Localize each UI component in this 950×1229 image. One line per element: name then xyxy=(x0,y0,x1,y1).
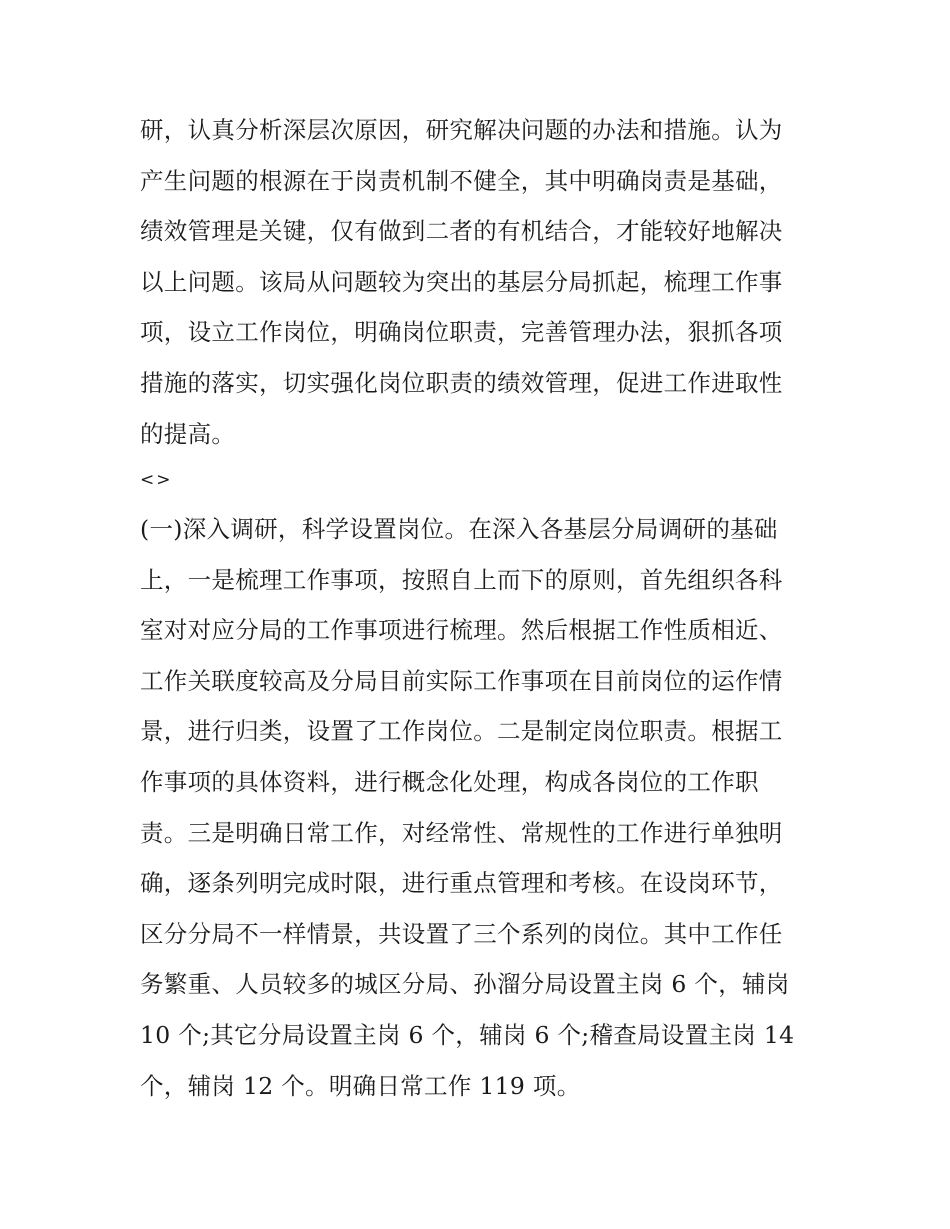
paragraph-line: 景，进行归类，设置了工作岗位。二是制定岗位职责。根据工 xyxy=(140,717,783,746)
paragraph-line: 室对对应分局的工作事项进行梳理。然后根据工作性质相近、 xyxy=(140,616,783,645)
paragraph-line: 的提高。 xyxy=(140,419,236,448)
paragraph-line: 项，设立工作岗位，明确岗位职责，完善管理办法，狠抓各项 xyxy=(140,318,783,347)
paragraph-line: 产生问题的根源在于岗责机制不健全，其中明确岗责是基础， xyxy=(140,166,783,195)
paragraph-1 xyxy=(140,105,820,459)
paragraph-line: 区分分局不一样情景，共设置了三个系列的岗位。其中工作任 xyxy=(140,919,783,948)
paragraph-line: 工作关联度较高及分局目前实际工作事项在目前岗位的运作情 xyxy=(140,666,783,695)
paragraph-line: 作事项的具体资料，进行概念化处理，构成各岗位的工作职 xyxy=(140,767,759,796)
paragraph-line: 措施的落实，切实强化岗位职责的绩效管理，促进工作进取性 xyxy=(140,368,783,397)
paragraph-line: 研，认真分析深层次原因，研究解决问题的办法和措施。认为 xyxy=(140,116,783,144)
paragraph-line: 绩效管理是关键，仅有做到二者的有机结合，才能较好地解决 xyxy=(140,217,783,246)
paragraph-line: 确，逐条列明完成时限，进行重点管理和考核。在设岗环节， xyxy=(140,869,783,898)
paragraph-line: 10 个;其它分局设置主岗 6 个，辅岗 6 个;稽查局设置主岗 14 xyxy=(140,1020,795,1049)
paragraph-line: 个，辅岗 12 个。明确日常工作 119 项。 xyxy=(140,1071,581,1100)
paragraph-line: 上，一是梳理工作事项，按照自上而下的原则，首先组织各科 xyxy=(140,565,783,594)
paragraph-line: 以上问题。该局从问题较为突出的基层分局抓起，梳理工作事 xyxy=(140,267,783,296)
paragraph-line: (一)深入调研，科学设置岗位。在深入各基层分局调研的基础 xyxy=(140,515,778,543)
paragraph-2 xyxy=(140,504,820,1111)
paragraph-line: 责。三是明确日常工作，对经常性、常规性的工作进行单独明 xyxy=(140,818,783,847)
paragraph-line: 务繁重、人员较多的城区分局、孙溜分局设置主岗 6 个，辅岗 xyxy=(140,970,790,999)
section-marker: <> xyxy=(140,470,173,490)
